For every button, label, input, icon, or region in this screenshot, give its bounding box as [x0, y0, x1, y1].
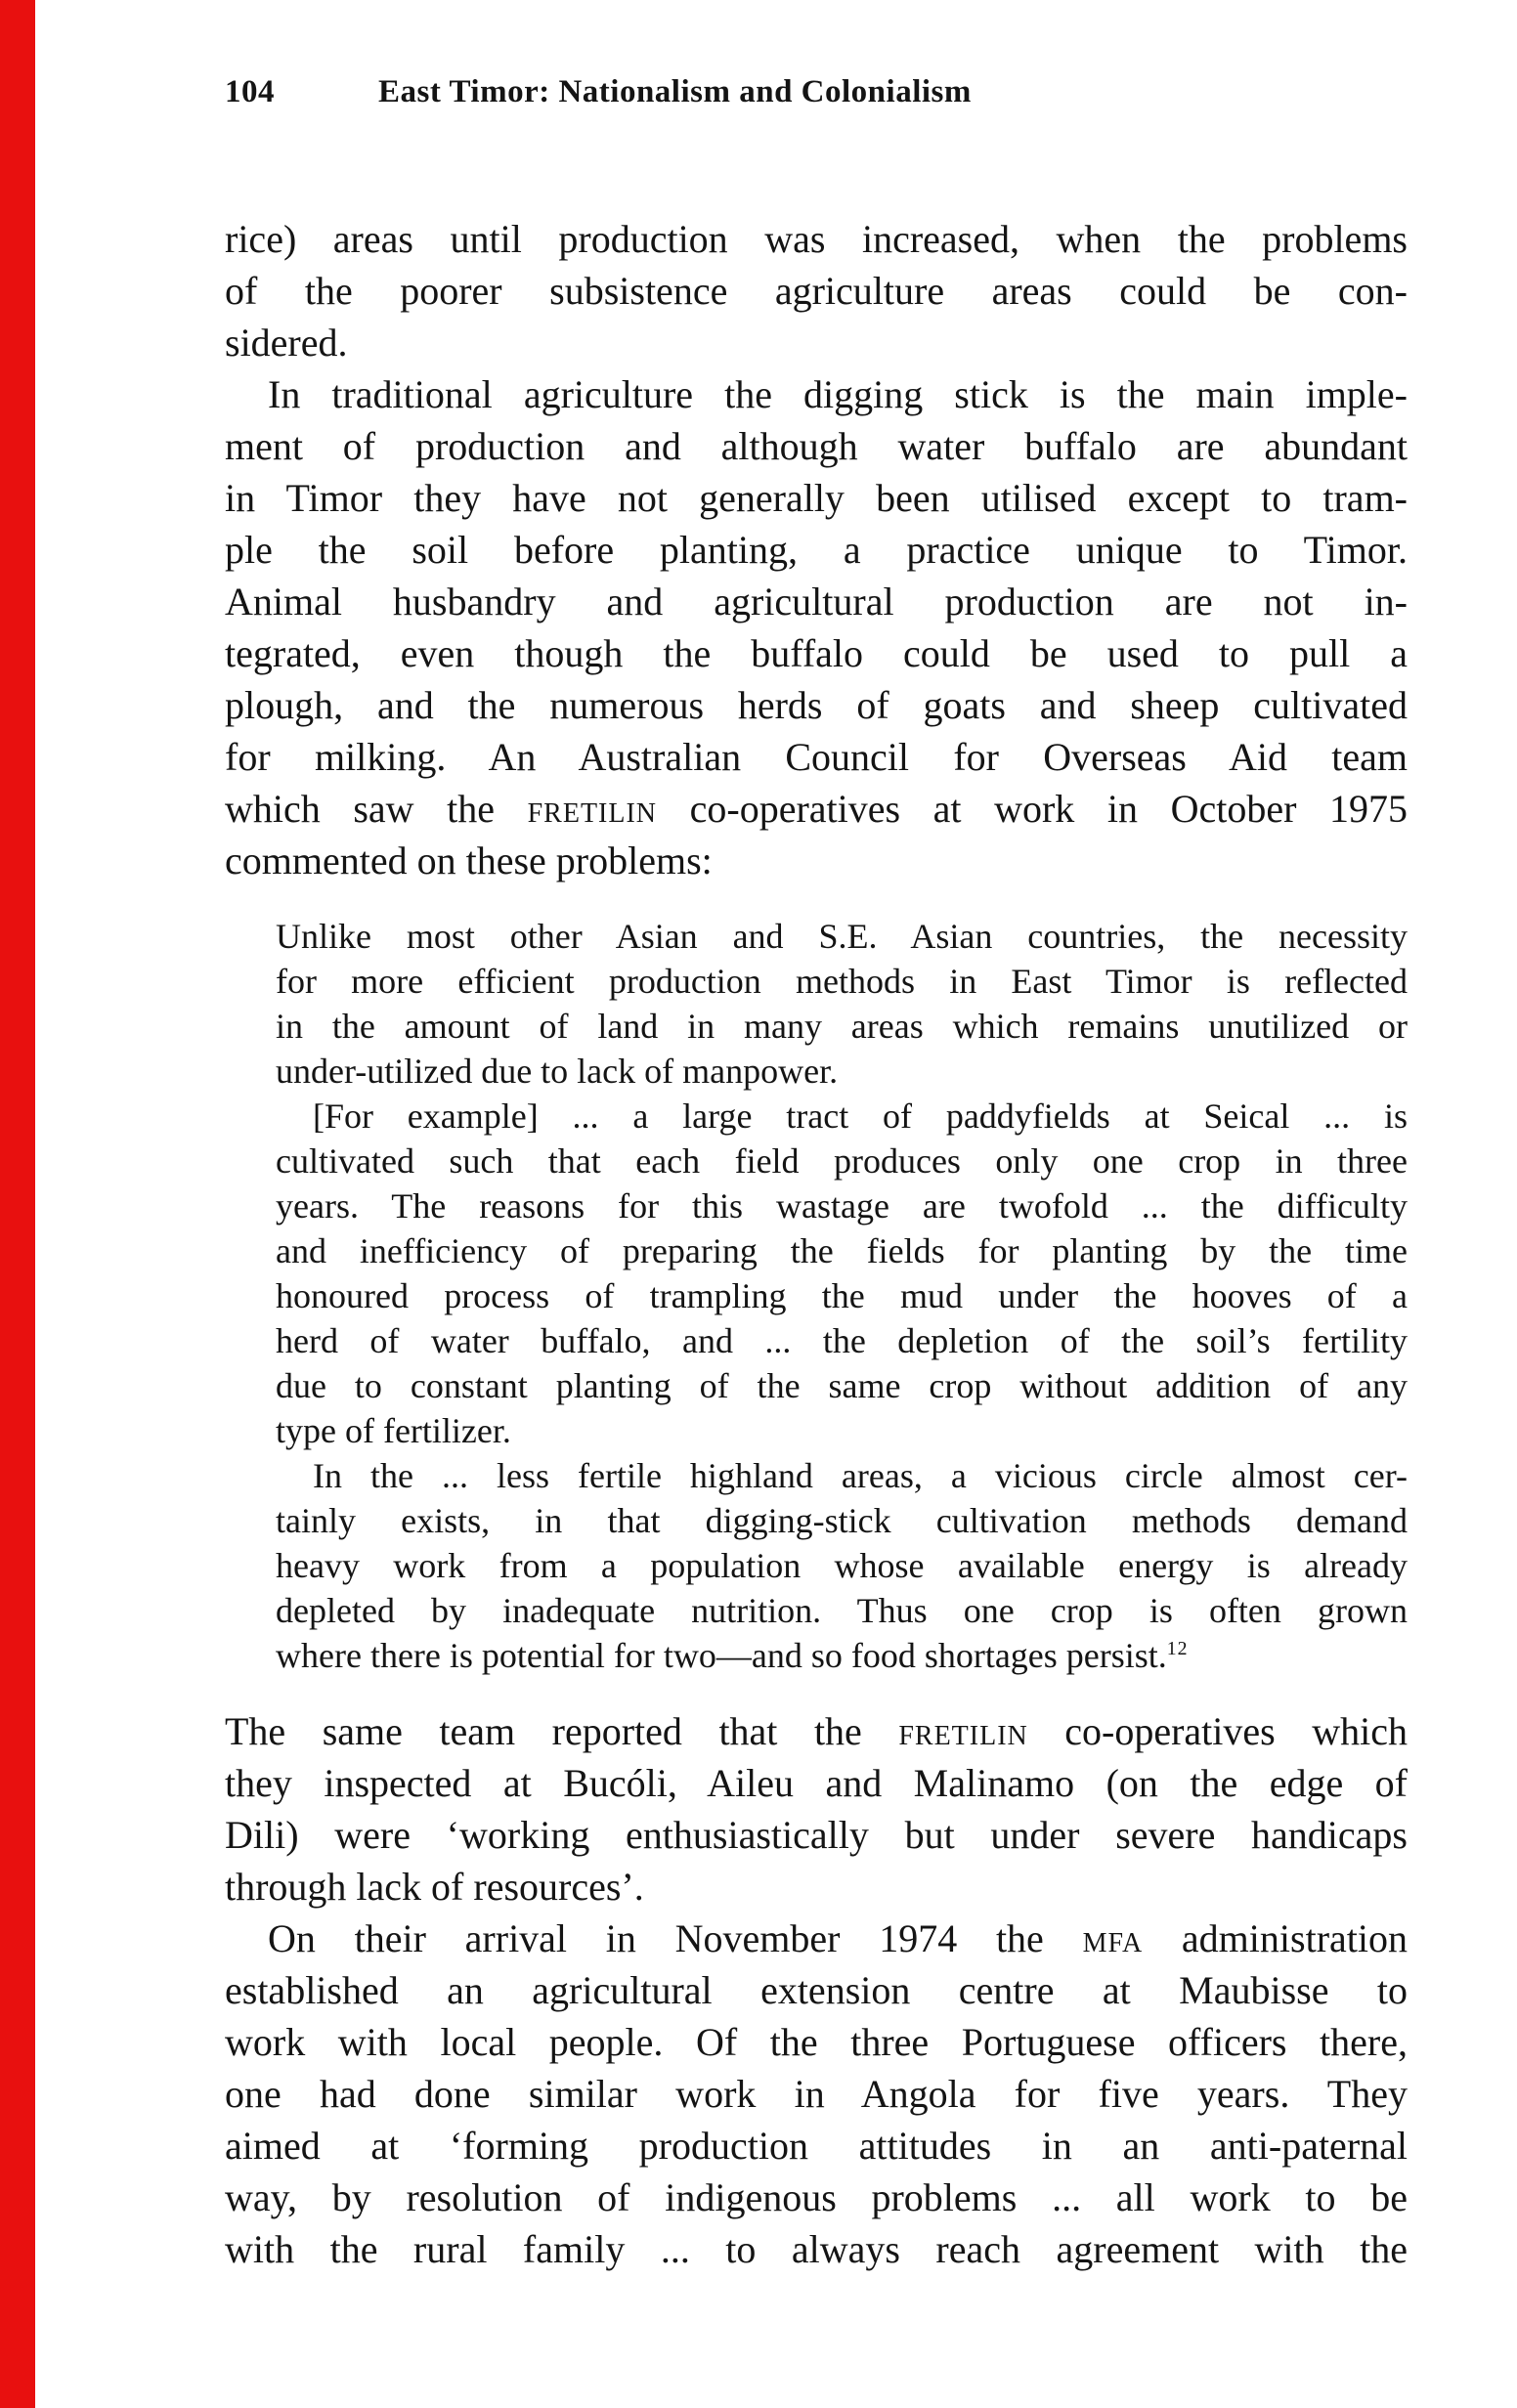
text-line: way, by resolution of indigenous problems ... all work to be	[225, 2175, 1408, 2219]
page-body	[225, 213, 1408, 2275]
page-number: 104	[225, 74, 275, 109]
running-title: East Timor: Nationalism and Colonialism	[378, 74, 972, 109]
quote-paragraph	[276, 1094, 1408, 1453]
text-line: In traditional agriculture the digging stick is the main imple-	[268, 372, 1408, 416]
text-line: work with local people. Of the three Portuguese officers there,	[225, 2020, 1408, 2064]
text-line: plough, and the numerous herds of goats and sheep cultivated	[225, 683, 1408, 727]
text-line: which saw the fretilin co-operatives at work in October 1975	[225, 787, 1409, 831]
text-line: ment of production and although water buffalo are abundant	[225, 424, 1408, 468]
text-line: and inefficiency of preparing the fields for planting by the time	[276, 1231, 1408, 1270]
text-line: rice) areas until production was increased, when the problems	[225, 217, 1408, 261]
text-line: in Timor they have not generally been utilised except to tram-	[225, 476, 1408, 520]
text-line: through lack of resources’.	[225, 1865, 644, 1909]
text-line: ple the soil before planting, a practice unique to Timor.	[225, 528, 1408, 572]
text-line: On their arrival in November 1974 the mfa administration	[268, 1916, 1409, 1960]
text-line: type of fertilizer.	[276, 1411, 511, 1450]
text-line: due to constant planting of the same crop without addition of any	[276, 1366, 1408, 1405]
text-line: The same team reported that the fretilin co-operatives which	[225, 1709, 1409, 1753]
text-line: cultivated such that each field produces only one crop in three	[276, 1141, 1408, 1181]
text-line: in the amount of land in many areas which remains unutilized or	[276, 1007, 1408, 1046]
body-paragraph	[225, 368, 1408, 886]
text-line: tainly exists, in that digging-stick cultivation methods demand	[276, 1501, 1408, 1540]
text-line: herd of water buffalo, and ... the depletion of the soil’s fertility	[276, 1321, 1408, 1360]
quote-paragraph	[276, 914, 1408, 1094]
text-line: Dili) were ‘working enthusiastically but under severe handicaps	[225, 1813, 1408, 1857]
smallcaps-term: mfa	[1082, 1916, 1144, 1960]
text-line: Unlike most other Asian and S.E. Asian countries, the necessity	[276, 917, 1408, 956]
body-paragraph	[225, 1913, 1408, 2275]
smallcaps-term: fretilin	[898, 1709, 1028, 1753]
text-line: for more efficient production methods in East Timor is reflected	[276, 962, 1408, 1001]
text-line: for milking. An Australian Council for Overseas Aid team	[225, 735, 1408, 779]
body-paragraph	[225, 1705, 1408, 1913]
text-line: commented on these problems:	[225, 838, 713, 882]
text-line: years. The reasons for this wastage are twofold ... the difficulty	[276, 1186, 1408, 1226]
text-line: with the rural family ... to always reach agreement with the	[225, 2227, 1408, 2271]
text-line: of the poorer subsistence agriculture areas could be con-	[225, 269, 1408, 313]
body-paragraph	[225, 213, 1408, 368]
smallcaps-term: fretilin	[527, 787, 658, 831]
quoted-passage	[276, 914, 1408, 1678]
page-header	[225, 72, 1408, 111]
text-line: established an agricultural extension centre at Maubisse to	[225, 1968, 1408, 2012]
text-line: heavy work from a population whose available energy is already	[276, 1546, 1408, 1585]
footnote-reference: 12	[1166, 1638, 1189, 1659]
text-line: under-utilized due to lack of manpower.	[276, 1052, 839, 1091]
text-line: honoured process of trampling the mud under the hooves of a	[276, 1276, 1408, 1315]
text-line: they inspected at Bucóli, Aileu and Malinamo (on the edge of	[225, 1761, 1408, 1805]
text-line: where there is potential for two—and so food shortages persist.$^{12}$	[276, 1636, 1189, 1675]
text-line: tegrated, even though the buffalo could be used to pull a	[225, 631, 1408, 675]
text-line: one had done similar work in Angola for five years. They	[225, 2072, 1408, 2116]
text-line: depleted by inadequate nutrition. Thus one crop is often grown	[276, 1591, 1408, 1630]
quote-paragraph	[276, 1453, 1408, 1678]
text-line: [For example] ... a large tract of paddyfields at Seical ... is	[313, 1096, 1408, 1136]
text-line: In the ... less fertile highland areas, a vicious circle almost cer-	[313, 1456, 1408, 1495]
text-line: Animal husbandry and agricultural production are not in-	[225, 580, 1408, 624]
text-line: aimed at ‘forming production attitudes in an anti-paternal	[225, 2124, 1408, 2168]
text-line: sidered.	[225, 321, 348, 365]
